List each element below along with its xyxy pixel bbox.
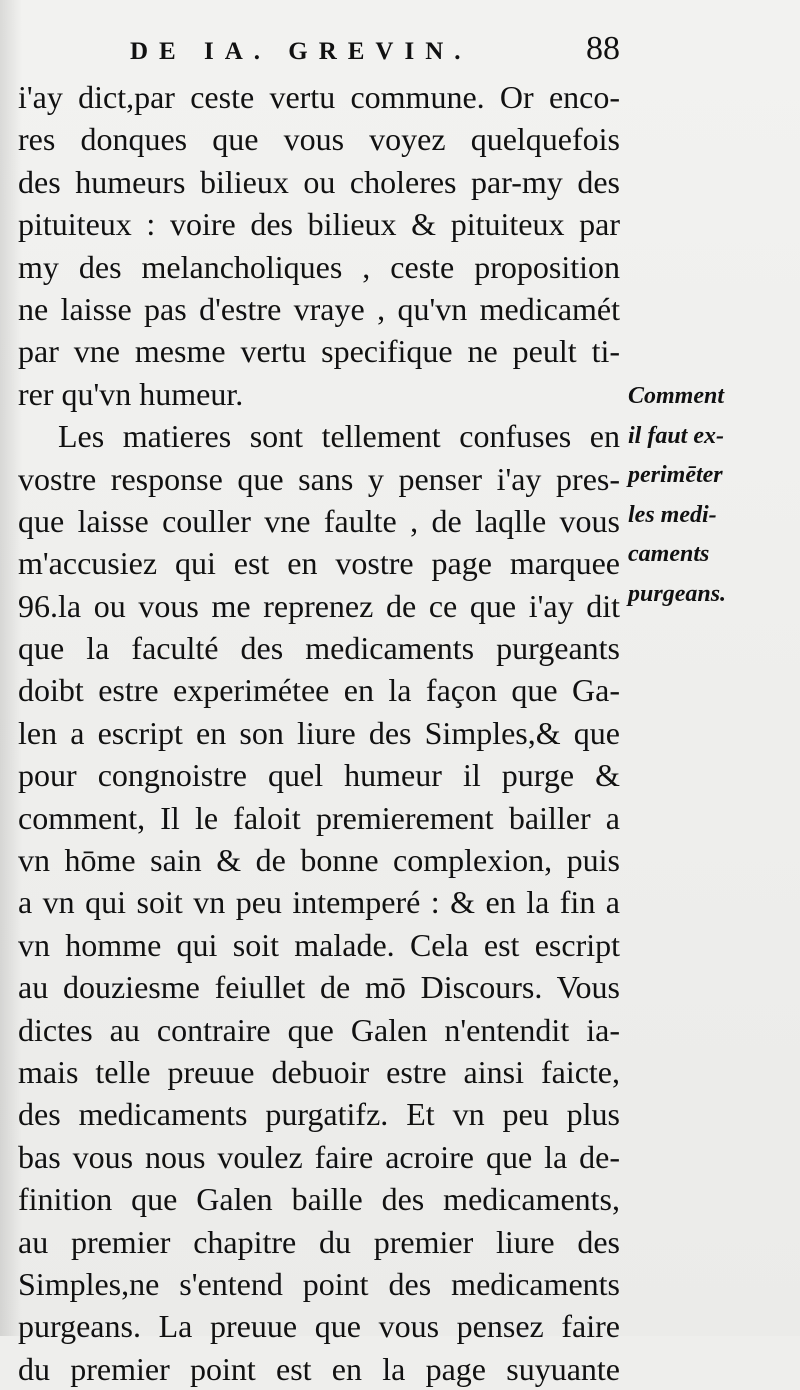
running-title: DE IA. GREVIN. bbox=[130, 38, 472, 65]
margin-note bbox=[628, 377, 796, 615]
text-line: dictes au contraire que Galen n'entendit ia- bbox=[18, 1011, 620, 1048]
text-line: i'ay dict,par ceste vertu commune. Or enco- bbox=[18, 79, 620, 115]
text-line: finition que Galen baille des medicaments, bbox=[18, 1181, 620, 1218]
text-line: 96.la ou vous me reprenez de ce que i'ay dit bbox=[18, 587, 620, 624]
margin-note-line: caments bbox=[628, 541, 710, 568]
text-line: doibt estre experimétee en la façon que Ga- bbox=[18, 672, 620, 709]
margin-note-line: Comment bbox=[628, 383, 725, 409]
text-line: len a escript en son liure des Simples,& que bbox=[18, 714, 620, 751]
text-line: Simples,ne s'entend point des medicaments bbox=[18, 1265, 620, 1302]
text-line: vostre response que sans y penser i'ay pres- bbox=[18, 460, 620, 497]
text-line: comment, Il le faloit premierement bailler a bbox=[18, 799, 620, 836]
text-line: res donques que vous voyez quelquefois bbox=[18, 121, 620, 158]
text-line: par vne mesme vertu specifique ne peult ti- bbox=[18, 333, 620, 370]
text-line: au douziesme feiullet de mō Discours. Vous bbox=[18, 969, 620, 1006]
text-line: bas vous nous voulez faire acroire que la de- bbox=[18, 1138, 620, 1175]
text-line: my des melancholiques , ceste proposition bbox=[18, 248, 620, 285]
margin-note-line: il faut ex- bbox=[628, 422, 724, 449]
text-line: mais telle preuue debuoir estre ainsi faicte, bbox=[18, 1053, 620, 1090]
text-line: pour congnoistre quel humeur il purge & bbox=[18, 757, 620, 794]
text-line: m'accusiez qui est en vostre page marquee bbox=[18, 545, 620, 582]
text-line: rer qu'vn humeur. bbox=[18, 375, 244, 412]
paragraph-start-line: Les matieres sont tellement confuses en bbox=[58, 418, 620, 455]
text-line: que laisse couller vne faulte , de laqlle vous bbox=[18, 502, 620, 539]
text-line: des humeurs bilieux ou choleres par-my des bbox=[18, 163, 620, 200]
text-line: ne laisse pas d'estre vraye , qu'vn medicamét bbox=[18, 290, 620, 327]
margin-note-line: perimēter bbox=[628, 462, 723, 489]
text-line: au premier chapitre du premier liure des bbox=[18, 1223, 620, 1260]
body-text bbox=[18, 76, 620, 1390]
text-line: des medicaments purgatifz. Et vn peu plus bbox=[18, 1096, 620, 1133]
running-head bbox=[130, 30, 620, 74]
page-number: 88 bbox=[586, 30, 620, 67]
text-line: pituiteux : voire des bilieux & pituiteux par bbox=[18, 206, 620, 243]
text-line: vn hōme sain & de bonne complexion, puis bbox=[18, 842, 620, 879]
text-line: du premier point est en la page suyuante bbox=[18, 1350, 620, 1387]
text-line: purgeans. La preuue que vous pensez faire bbox=[18, 1308, 620, 1345]
margin-note-line: purgeans. bbox=[628, 580, 727, 607]
margin-note-line: les medi- bbox=[628, 501, 717, 528]
text-line: a vn qui soit vn peu intemperé : & en la fin a bbox=[18, 884, 620, 921]
text-line: que la faculté des medicaments purgeants bbox=[18, 630, 620, 667]
text-line: vn homme qui soit malade. Cela est escript bbox=[18, 926, 620, 963]
